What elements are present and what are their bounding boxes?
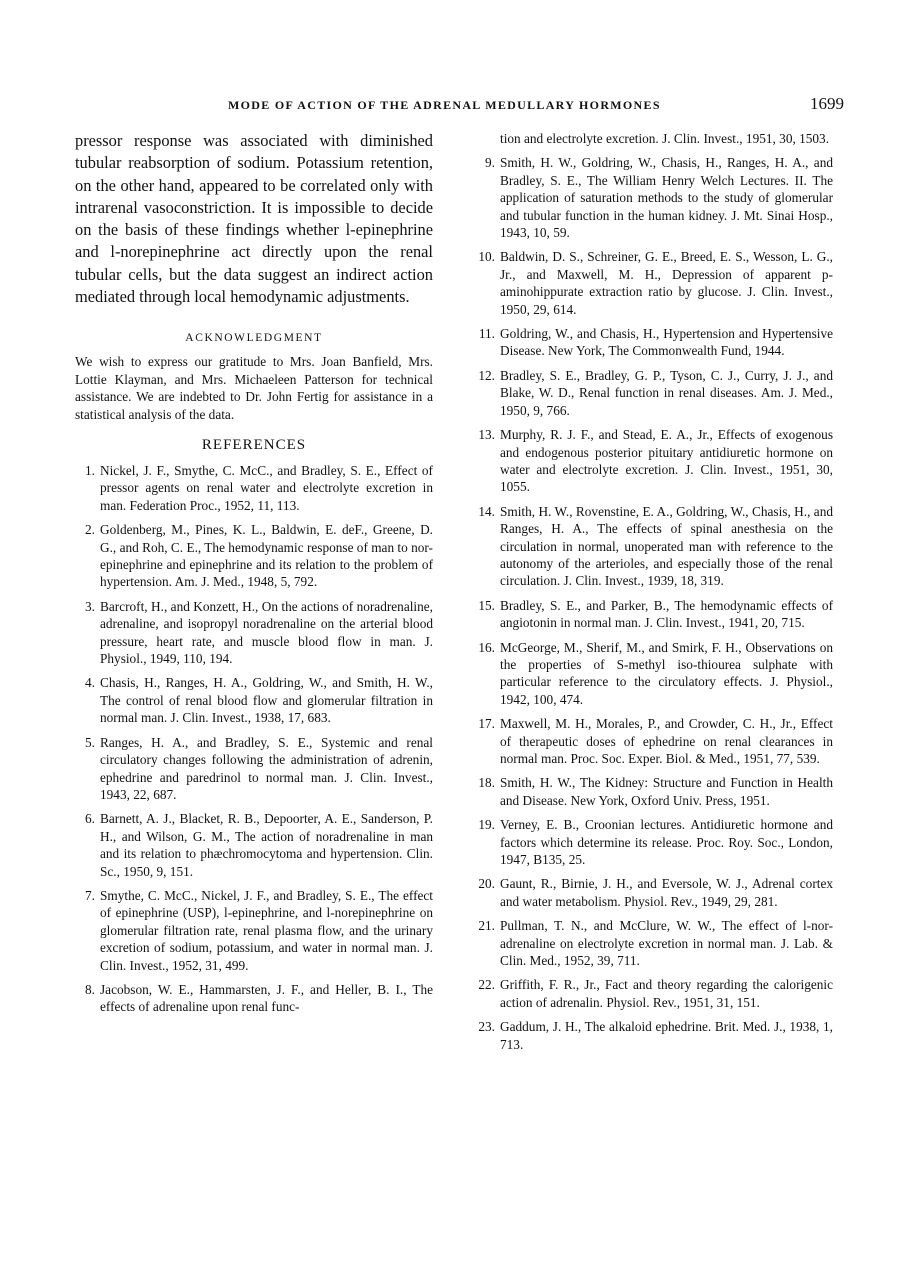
reference-text: Nickel, J. F., Smythe, C. McC., and Bradley, S. E., Effect of pressor agents on renal water and electrolyte excretion in man. Federation Proc., 1952, 11, 113. <box>100 463 433 513</box>
reference-number: 3. <box>85 598 95 614</box>
reference-number: 4. <box>85 675 95 691</box>
reference-number: 9. <box>485 155 495 171</box>
reference-item <box>475 816 833 868</box>
reference-item <box>75 674 433 726</box>
reference-text: McGeorge, M., Sherif, M., and Smirk, F. H., Observations on the properties of S-methyl iso-thiourea sulphate with particular reference to the circulatory effects. J. Physiol., 1942, 100, 474. <box>500 639 833 707</box>
acknowledgment-text: We wish to express our gratitude to Mrs. Joan Banfield, Mrs. Lottie Klayman, and Mrs. Michaeleen Patterson for technical assistance. We are indebted to Dr. John Fertig for assistance in a statistical analysis of the data. <box>75 354 433 422</box>
reference-number: 13. <box>478 427 495 443</box>
reference-text: Barnett, A. J., Blacket, R. B., Depoorter, A. E., Sanderson, P. H., and Wilson, G. M., The action of noradrenaline in man and its relation to phæchromocytoma and hypertension. Clin. Sc., 1950, 9, 151. <box>100 811 433 879</box>
reference-number: 10. <box>478 249 495 265</box>
reference-text: Jacobson, W. E., Hammarsten, J. F., and Heller, B. I., The effects of adrenaline upon renal func- <box>100 981 433 1015</box>
reference-number: 14. <box>478 503 495 519</box>
reference-continuation: tion and electrolyte excretion. J. Clin. Invest., 1951, 30, 1503. <box>500 131 830 146</box>
reference-number: 6. <box>85 811 95 827</box>
reference-text: Smith, H. W., The Kidney: Structure and Function in Health and Disease. New York, Oxford Univ. Press, 1951. <box>500 775 833 808</box>
page-number: 1699 <box>810 94 844 113</box>
reference-item <box>75 462 433 514</box>
reference-text: Barcroft, H., and Konzett, H., On the actions of noradrenaline, adrenaline, and isopropyl noradrenaline on the arterial blood pressure, heart rate, and muscle blood flow in man. J. Physiol., 1949, 110, 194. <box>100 598 433 667</box>
running-title: MODE OF ACTION OF THE ADRENAL MEDULLARY HORMONES <box>228 98 661 112</box>
reference-number: 1. <box>85 463 95 478</box>
reference-number: 21. <box>478 918 495 934</box>
reference-text: Smythe, C. McC., Nickel, J. F., and Bradley, S. E., The effect of epinephrine (USP), l-epinephrine, and l-norepinephrine on glomerular filtration rate, renal plasma flow, and the urinary excretion of sodium, potassium, and water in normal man. J. Clin. Invest., 1952, 31, 499. <box>100 887 433 973</box>
reference-text: Maxwell, M. H., Morales, P., and Crowder, C. H., Jr., Effect of therapeutic doses of ephedrine on renal clearances in normal man. Proc. Soc. Exper. Biol. & Med., 1951, 77, 539. <box>500 716 833 766</box>
reference-text: Smith, H. W., Goldring, W., Chasis, H., Ranges, H. A., and Bradley, S. E., The William Henry Welch Lectures. II. The application of saturation methods to the study of glomerular and tubular function in the human kidney. J. Mt. Sinai Hosp., 1943, 10, 59. <box>500 155 833 241</box>
reference-number: 23. <box>478 1019 495 1035</box>
reference-text: Chasis, H., Ranges, H. A., Goldring, W., and Smith, H. W., The control of renal blood flow and glomerular filtration in normal man. J. Clin. Invest., 1938, 17, 683. <box>100 675 433 726</box>
reference-item <box>75 521 433 591</box>
reference-text: Pullman, T. N., and McClure, W. W., The effect of l-nor-adrenaline on electrolyte excretion in normal man. J. Lab. & Clin. Med., 1952, 39, 711. <box>500 918 833 969</box>
reference-number: 16. <box>478 639 495 655</box>
reference-item <box>475 367 833 419</box>
reference-item <box>475 976 833 1011</box>
reference-number: 12. <box>478 367 495 383</box>
reference-item <box>475 774 833 809</box>
reference-number: 20. <box>478 876 495 892</box>
reference-text: Gaunt, R., Birnie, J. H., and Eversole, W. J., Adrenal cortex and water metabolism. Physiol. Rev., 1949, 29, 281. <box>500 876 833 909</box>
reference-item <box>475 715 833 767</box>
reference-number: 11. <box>478 326 495 342</box>
reference-item <box>475 248 833 318</box>
reference-item <box>475 503 833 590</box>
reference-item <box>475 875 833 910</box>
left-column <box>75 130 433 1023</box>
reference-number: 19. <box>478 817 495 833</box>
reference-text: Bradley, S. E., Bradley, G. P., Tyson, C. J., Curry, J. J., and Blake, W. D., Renal function in renal diseases. Am. J. Med., 1950, 9, 766. <box>500 367 833 418</box>
reference-item <box>75 887 433 974</box>
reference-item <box>75 598 433 668</box>
reference-text: Gaddum, J. H., The alkaloid ephedrine. Brit. Med. J., 1938, 1, 713. <box>500 1019 833 1052</box>
reference-number: 17. <box>478 716 495 732</box>
reference-number: 15. <box>478 597 495 613</box>
reference-text: Bradley, S. E., and Parker, B., The hemodynamic effects of angiotonin in normal man. J. Clin. Invest., 1941, 20, 715. <box>500 597 833 631</box>
reference-item <box>475 917 833 969</box>
reference-text: Verney, E. B., Croonian lectures. Antidiuretic hormone and factors which determine its release. Proc. Roy. Soc., London, 1947, B135, 25. <box>500 817 833 868</box>
reference-text: Ranges, H. A., and Bradley, S. E., Systemic and renal circulatory changes following the administration of adrenin, ephedrine and paredrinol to normal man. J. Clin. Invest., 1943, 22, 687. <box>100 734 433 802</box>
reference-number: 2. <box>85 522 95 538</box>
page-header <box>0 96 907 118</box>
reference-text: Goldring, W., and Chasis, H., Hypertension and Hypertensive Disease. New York, The Commonwealth Fund, 1944. <box>500 326 833 359</box>
references-heading: REFERENCES <box>201 437 307 453</box>
reference-number: 18. <box>478 775 495 791</box>
reference-number: 22. <box>478 977 495 993</box>
reference-item <box>475 1018 833 1053</box>
reference-text: Goldenberg, M., Pines, K. L., Baldwin, E. deF., Greene, D. G., and Roh, C. E., The hemodynamic response of man to nor-epinephrine and epinephrine and its relation to the problem of hypertension. Am. J. Med., 1948, 5, 792. <box>100 522 433 590</box>
reference-item <box>475 325 833 360</box>
acknowledgment-heading: ACKNOWLEDGMENT <box>185 332 323 345</box>
body-paragraph: pressor response was associated with diminished tubular reabsorption of sodium. Potassium retention, on the other hand, appeared to be correlated only with intrarenal vasoconstriction. It is impossible to decide on the basis of these findings whether l-epinephrine and l-norepinephrine act directly upon the renal tubular cells, but the data suggest an indirect action mediated through local hemodynamic adjustments. <box>75 131 433 307</box>
right-column <box>475 130 833 1060</box>
reference-text: Griffith, F. R., Jr., Fact and theory regarding the calorigenic action of adrenalin. Physiol. Rev., 1951, 31, 151. <box>500 977 833 1010</box>
reference-item <box>475 597 833 632</box>
reference-item <box>475 639 833 709</box>
reference-item <box>75 734 433 804</box>
reference-text: Baldwin, D. S., Schreiner, G. E., Breed, E. S., Wesson, L. G., Jr., and Maxwell, M. H., Depression of apparent p-aminohippurate extraction ratio by glucose. J. Clin. Invest., 1950, 29, 614. <box>500 249 833 317</box>
reference-number: 8. <box>85 981 95 997</box>
reference-item <box>75 981 433 1016</box>
reference-number: 5. <box>85 734 95 750</box>
reference-item <box>475 426 833 496</box>
reference-text: Murphy, R. J. F., and Stead, E. A., Jr., Effects of exogenous and endogenous posterior pituitary antidiuretic hormone on water and electrolyte excretion. J. Clin. Invest., 1951, 30, 1055. <box>500 427 833 495</box>
reference-item <box>475 154 833 241</box>
reference-text: Smith, H. W., Rovenstine, E. A., Goldring, W., Chasis, H., and Ranges, H. A., The effects of spinal anesthesia on the circulation in normal, unoperated man with reference to the autonomy of the arterioles, and especially those of the renal circulation. J. Clin. Invest., 1939, 18, 319. <box>500 503 833 589</box>
reference-number: 7. <box>85 887 95 903</box>
reference-item <box>75 810 433 880</box>
